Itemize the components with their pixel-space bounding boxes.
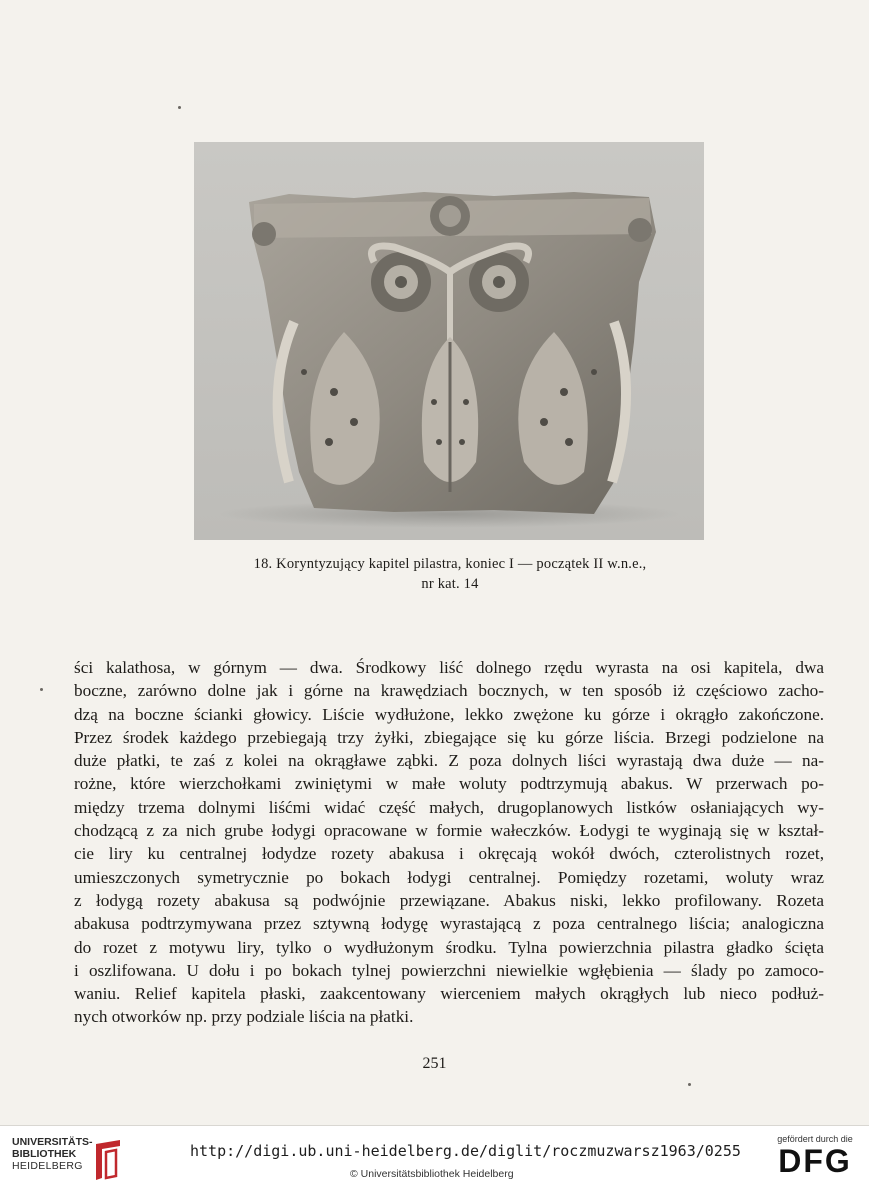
text-line: do rozet z motywu liry, tylko o wydłużonym środku. Tylna powierzchnia pilastra gładko ścięta bbox=[74, 937, 824, 957]
caption-line-1: 18. Koryntyzujący kapitel pilastra, koniec I — początek II w.n.e., bbox=[253, 556, 647, 572]
text-line: między trzema dolnymi liśćmi widać część małych, drugoplanowych listków osłaniających wy- bbox=[74, 797, 824, 817]
capital-relief-image bbox=[194, 142, 704, 540]
text-line: nych otworków np. przy podziale liścia na płatki. bbox=[74, 1007, 414, 1027]
dfg-note: gefördert durch die bbox=[777, 1134, 853, 1144]
logo-line-1: UNIVERSITÄTS- bbox=[12, 1136, 93, 1148]
text-line: boczne, zarówno dolne jak i górne na krawędziach bocznych, w ten sposób iż częściowo zacho- bbox=[74, 681, 824, 701]
text-line: Przez środek każdego przebiegają trzy żyłki, zbiegające się ku górze liścia. Brzegi podzielone na bbox=[74, 727, 824, 747]
text-line: chodzącą z za nich grube łodygi opracowane w formie wałeczków. Łodygi te wyginają się w kształ- bbox=[74, 821, 824, 841]
dfg-funding-logo[interactable] bbox=[770, 1134, 860, 1184]
speck bbox=[688, 1083, 691, 1086]
speck bbox=[40, 688, 43, 691]
text-line: rożne, które wierzchołkami zwiniętymi w małe woluty podtrzymują abakus. W przerwach po- bbox=[74, 774, 824, 794]
university-library-logo[interactable] bbox=[12, 1136, 132, 1182]
figure-caption bbox=[150, 554, 750, 594]
caption-line-2: nr kat. 14 bbox=[421, 576, 479, 592]
text-line: cie liry ku centralnej łodydze rozety abakusa i okręcają wokół dwóch, czterolistnych rozet, bbox=[74, 844, 824, 864]
page-number: 251 bbox=[422, 1055, 447, 1072]
logo-line-2: BIBLIOTHEK bbox=[12, 1148, 77, 1160]
capital-photograph bbox=[194, 142, 704, 540]
text-line: abakusa podtrzymywana przez sztywną łodygę wyrastającą z poza centralnego liścia; analogiczna bbox=[74, 914, 824, 934]
viewer-footer bbox=[0, 1125, 869, 1190]
logo-line-3: HEIDELBERG bbox=[12, 1160, 83, 1172]
text-line: z łodygą rozety abakusa są podwójnie przewiązane. Abakus niski, lekko profilowany. Rozeta bbox=[74, 890, 824, 910]
dfg-wordmark: DFG bbox=[778, 1143, 852, 1179]
body-paragraph bbox=[74, 656, 824, 1029]
copyright-notice: © Universitätsbibliothek Heidelberg bbox=[350, 1168, 514, 1180]
library-emblem-icon bbox=[90, 1138, 124, 1182]
text-line: waniu. Relief kapitela płaski, zaakcentowany wierceniem małych okrągłych lub nieco podłuż- bbox=[74, 984, 824, 1004]
text-line: ści kalathosa, w górnym — dwa. Środkowy liść dolnego rzędu wyrasta na osi kapitela, dwa bbox=[74, 658, 824, 677]
text-line: umieszczonych symetrycznie po bokach łodygi centralnej. Pomiędzy rozetami, woluty wraz bbox=[74, 867, 824, 887]
permalink-url[interactable]: http://digi.ub.uni-heidelberg.de/diglit/roczmuzwarsz1963/0255 bbox=[190, 1142, 741, 1160]
text-line: dzą na boczne ścianki głowicy. Liście wydłużone, lekko zwężone ku górze i okrągło zakończone. bbox=[74, 704, 824, 724]
speck bbox=[178, 106, 181, 109]
text-line: i oszlifowana. U dołu i po bokach tylnej powierzchni niewielkie wgłębienia — ślady po zamoco- bbox=[74, 960, 824, 980]
text-line: duże płatki, te zaś z kolei na okrągławe ząbki. Z poza dolnych liści wyrastają dwa duże — na- bbox=[74, 751, 824, 771]
